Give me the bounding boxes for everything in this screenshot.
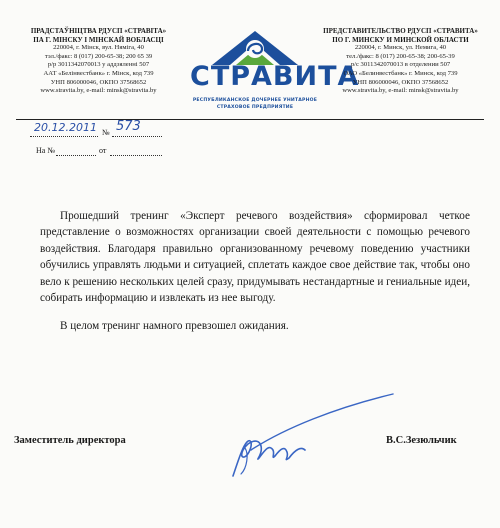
phone-ru: тел./факс: 8 (017) 200-65-38; 200-65-39 bbox=[346, 52, 455, 60]
reply-number-label: На № bbox=[36, 146, 55, 155]
ids-by: УНП 806000046, ОКПО 37568652 bbox=[50, 78, 147, 86]
letterhead-russian bbox=[318, 27, 483, 96]
org-name-by: ПРАДСТАЎНІЦТВА РДУСП «СТРАВІТА» bbox=[30, 27, 167, 35]
org-name-ru: ПРЕДСТАВИТЕЛЬСТВО РДУСП «СТРАВИТА» bbox=[323, 27, 478, 35]
org-region-ru: ПО Г. МИНСКУ И МИНСКОЙ ОБЛАСТИ bbox=[332, 35, 469, 44]
handwritten-date: 20.12.2011 bbox=[34, 121, 97, 134]
logo-subtitle-2: СТРАХОВОЕ ПРЕДПРИЯТИЕ bbox=[216, 105, 294, 110]
account-by: р/р 3011342070013 у аддзяленні 507 bbox=[47, 61, 150, 69]
reply-date-underline bbox=[110, 155, 162, 156]
bank-ru: ОАО «Белинвестбанк» г. Минск, код 739 bbox=[343, 69, 458, 77]
reply-number-underline bbox=[56, 155, 96, 156]
address-by: 220004, г. Мінск, вул. Нямiга, 40 bbox=[53, 44, 144, 52]
phone-by: тэл./факс: 8 (017) 200-65-38; 200 65 39 bbox=[44, 52, 153, 60]
web-ru: www.stravita.by, e-mail: minsk@stravita.by bbox=[342, 87, 459, 95]
bank-by: ААТ «Белінвестбанк» г. Мінск, код 739 bbox=[43, 69, 154, 77]
letterhead-belarusian bbox=[16, 27, 181, 96]
signatory-title: Заместитель директора bbox=[14, 435, 126, 446]
reply-date-label: от bbox=[99, 146, 107, 155]
handwritten-number: 573 bbox=[116, 119, 141, 134]
stravita-logo bbox=[190, 27, 360, 119]
number-underline bbox=[112, 136, 162, 137]
signatory-name: В.С.Зезюльчик bbox=[386, 435, 457, 446]
logo-wordmark: СТРАВИТА bbox=[190, 61, 360, 92]
ids-ru: УНП 806000046, ОКПО 37568652 bbox=[352, 78, 449, 86]
handwritten-signature bbox=[225, 388, 395, 478]
date-underline bbox=[30, 136, 98, 137]
body-paragraph-2: В целом тренинг намного превзошел ожидания. bbox=[60, 320, 289, 333]
letter-body bbox=[40, 208, 470, 335]
address-ru: 220004, г. Минск, ул. Немига, 40 bbox=[354, 44, 447, 52]
body-paragraph-1: Прошедший тренинг «Эксперт речевого воздействия» сформировал четкое представление о возможностях организации своей деятельности с помощью речевого воздействия. Благодаря правильно организованному речевому поведению участники обучились управлять людьми и ситуацией, сплетать каждое свое действие так, чтобы оно вело к решению нескольких целей сразу, придумывать нестандартные и гениальные идеи, собирать информацию и извлекать из нее выгоду. bbox=[40, 210, 470, 305]
org-region-by: ПА Г. МІНСКУ І МІНСКАЙ ВОБЛАСЦІ bbox=[33, 35, 164, 44]
logo-subtitle-1: РЕСПУБЛИКАНСКОЕ ДОЧЕРНЕЕ УНИТАРНОЕ bbox=[192, 98, 318, 103]
account-ru: р/с 3011342070013 в отделении 507 bbox=[350, 61, 451, 69]
header-divider bbox=[16, 119, 484, 120]
number-label: № bbox=[102, 128, 110, 137]
web-by: www.stravita.by, e-mail: minsk@stravita.by bbox=[40, 87, 157, 95]
